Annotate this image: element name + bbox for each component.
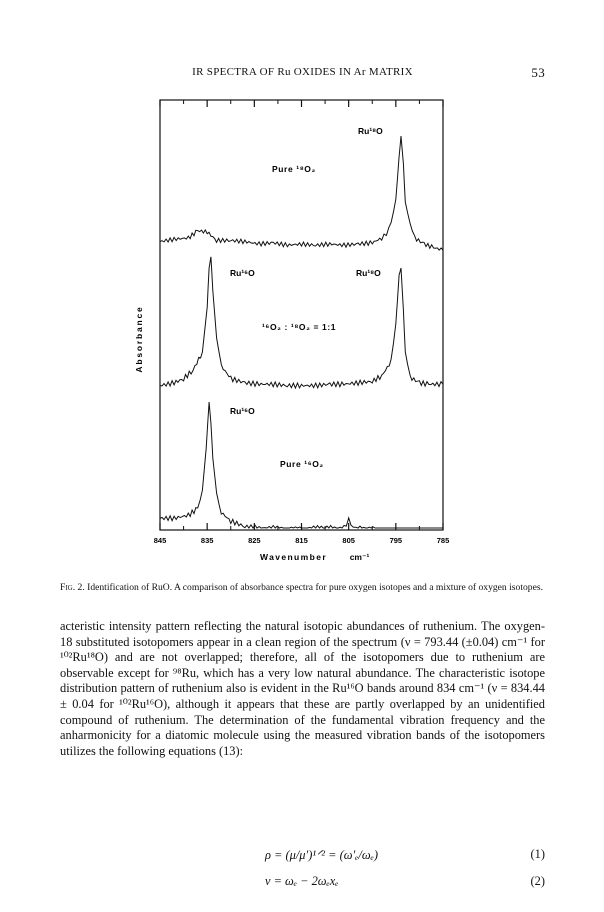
body-paragraph: acteristic intensity pattern reflecting the natural isotopic abundances of ruthenium. The oxygen-18 substituted isotopomers appear in a clean region of the spectrum (ν = 793.44 (±0.04) cm⁻¹ for ¹⁰²Ru¹⁸O) and are not overlapped; therefore, all of the isotopomers due to ruthenium are observable except for ⁹⁸Ru, which has a very low natural abundance. The characteristic isotope distribution pattern of ruthenium also is evident in the Ru¹⁶O bands around 834 cm⁻¹ (ν = 834.44 ± 0.04 for ¹⁰²Ru¹⁶O), although it appears that these are partly overlapped by an unidentified compound of ruthenium. The determination of the fundamental vibration frequency and the anharmonicity for a diatomic molecule using the measured vibration bands of the isotopomers utilizes the following equations (13): bbox=[60, 619, 545, 758]
x-tick-label: 815 bbox=[295, 536, 308, 545]
equation-2-expression: ν = ωₑ − 2ωₑxₑ bbox=[265, 874, 339, 888]
spectra-chart bbox=[130, 92, 470, 582]
panel-2-peak-label: Ru¹⁶O bbox=[230, 268, 255, 278]
equation-1-expression: ρ = (μ/μ′)¹ᐟ² = (ω′ₑ/ωₑ) bbox=[265, 848, 378, 862]
spectrum-line-1 bbox=[160, 136, 443, 250]
y-axis-title: Absorbance bbox=[134, 305, 144, 373]
running-title: IR SPECTRA OF Ru OXIDES IN Ar MATRIX bbox=[192, 66, 413, 78]
panel-1-peak-label: Ru¹⁸O bbox=[358, 126, 383, 136]
x-tick-label: 795 bbox=[389, 536, 403, 545]
figure-caption-label: Fig. 2. bbox=[60, 582, 85, 593]
panel-2-condition-label: ¹⁶O₂ : ¹⁸O₂ = 1:1 bbox=[262, 322, 337, 332]
panel-2-peak-label: Ru¹⁸O bbox=[356, 268, 381, 278]
panel-3-peak-label: Ru¹⁶O bbox=[230, 406, 255, 416]
panel-3-condition-label: Pure ¹⁶O₂ bbox=[280, 459, 324, 469]
equation-1-number: (1) bbox=[530, 847, 545, 861]
running-header bbox=[60, 66, 545, 82]
body-text bbox=[60, 619, 545, 759]
figure-caption bbox=[60, 582, 545, 594]
x-axis-unit: cm⁻¹ bbox=[349, 552, 370, 562]
x-tick-label: 785 bbox=[436, 536, 450, 545]
x-tick-label: 805 bbox=[342, 536, 355, 545]
page-number: 53 bbox=[531, 65, 545, 80]
panel-1-condition-label: Pure ¹⁸O₂ bbox=[272, 164, 316, 174]
equation-1 bbox=[60, 847, 545, 865]
x-axis-title: Wavenumber bbox=[259, 552, 328, 562]
equation-2-number: (2) bbox=[530, 874, 545, 888]
x-tick-label: 825 bbox=[248, 536, 261, 545]
x-tick-label: 835 bbox=[200, 536, 214, 545]
ir-spectra-figure bbox=[130, 92, 470, 582]
x-tick-label: 845 bbox=[153, 536, 167, 545]
equation-2 bbox=[60, 874, 545, 892]
figure-caption-text: Identification of RuO. A comparison of absorbance spectra for pure oxygen isotopes and a mixture of oxygen isotopes. bbox=[87, 582, 543, 593]
